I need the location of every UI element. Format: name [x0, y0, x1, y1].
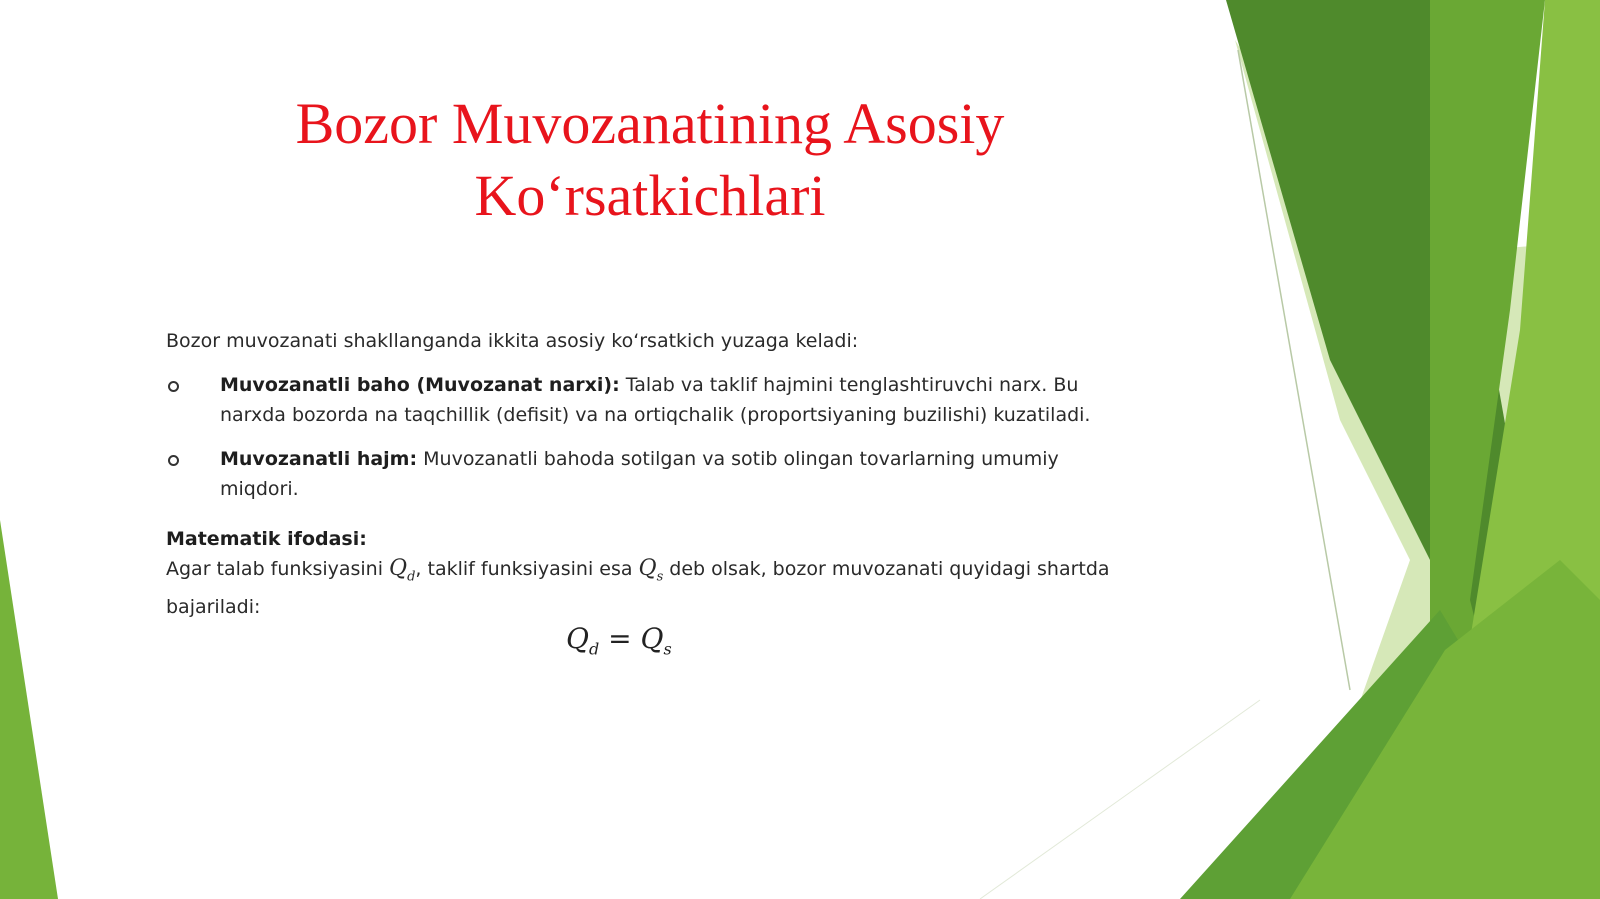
equilibrium-formula — [566, 622, 716, 659]
demand-symbol-sub: d — [407, 569, 416, 585]
formula-operator: = — [599, 622, 641, 655]
bullet-text: Talab va taklif hajmini tenglashtiruvchi narx. Bu narxda bozorda na taqchillik (defisit) va na ortiqchalik (proportsiyaning buzilishi) kuzatiladi. — [220, 374, 1091, 426]
left-green-wedge — [0, 520, 58, 899]
bullet-term: Muvozanatli hajm: — [220, 448, 418, 470]
math-paragraph — [166, 554, 1116, 622]
supply-symbol-sub: s — [656, 569, 664, 585]
supply-symbol-main: Q — [638, 556, 657, 581]
bullet-item — [166, 444, 1116, 504]
intro-text: Bozor muvozanati shakllanganda ikkita asosiy ko‘rsatkich yuzaga keladi: — [166, 330, 859, 352]
bullet-text: Muvozanatli bahoda sotilgan va sotib olingan tovarlarning umumiy miqdori. — [220, 448, 1059, 500]
supply-symbol — [638, 556, 664, 585]
bullet-circle-icon — [168, 381, 179, 392]
formula-lhs: Q — [566, 622, 589, 655]
section-label: Matematik ifodasi: — [166, 528, 367, 550]
bullet-item — [166, 370, 1116, 430]
slide-body — [166, 326, 1116, 622]
title-line-2: Ko‘rsatkichlari — [474, 163, 826, 228]
math-text-part2: , taklif funksiyasini esa — [415, 558, 639, 580]
formula-lhs-sub: d — [588, 639, 600, 659]
demand-symbol — [389, 556, 416, 585]
bullet-term: Muvozanatli baho (Muvozanat narxi): — [220, 374, 620, 396]
title-line-1: Bozor Muvozanatining Asosiy — [295, 91, 1005, 156]
math-text-part3: deb olsak, bozor muvozanati quyidagi shartda bajariladi: — [166, 558, 1110, 619]
bullet-circle-icon — [168, 455, 179, 466]
formula-rhs: Q — [640, 622, 664, 655]
demand-symbol-main: Q — [389, 556, 408, 581]
bullet-list — [166, 370, 1116, 504]
slide-title — [240, 88, 1060, 232]
formula-rhs-sub: s — [663, 639, 672, 659]
math-text-part1: Agar talab funksiyasini — [166, 558, 390, 580]
